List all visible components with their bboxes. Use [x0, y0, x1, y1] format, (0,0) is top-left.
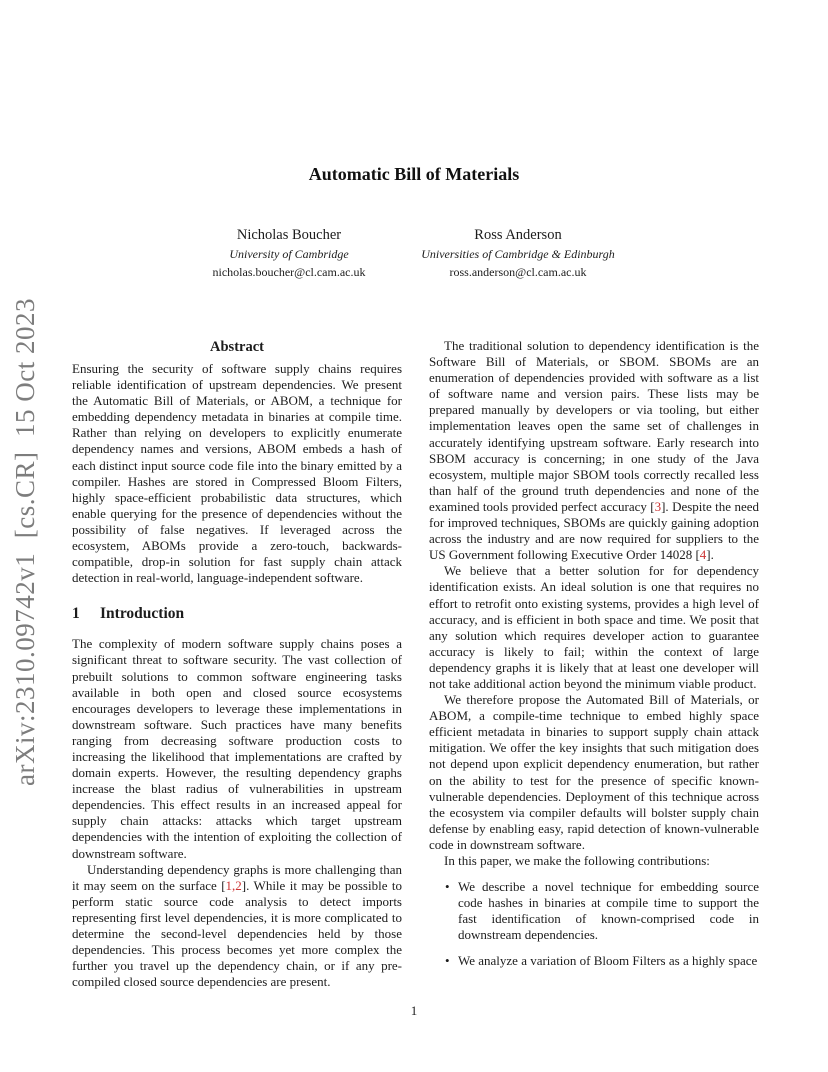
author-email: ross.anderson@cl.cam.ac.uk	[449, 265, 587, 279]
paragraph-text: ].	[706, 547, 714, 563]
contributions-lead-in: In this paper, we make the following contributions:	[444, 853, 710, 868]
author-block-2	[379, 226, 657, 281]
author-email: nicholas.boucher@cl.cam.ac.uk	[212, 265, 366, 279]
author-affiliation: Universities of Cambridge & Edinburgh	[421, 247, 615, 261]
paragraph-text: ]. While it may be possible to perform static source code analysis to detect imports representing first level dependencies, it is more complicated to determine the second-level dependencies held by those dependencies. This process becomes yet more complex the further you travel up the dependency chain, or if any pre-compiled closed source dependencies are present.	[72, 877, 402, 990]
citation-link-4[interactable]: 4	[699, 547, 707, 563]
contribution-text: We analyze a variation of Bloom Filters as a highly space	[458, 953, 758, 969]
author-name: Nicholas Boucher	[236, 227, 342, 243]
abom-proposal-paragraph: We therefore propose the Automated Bill of Materials, or ABOM, a compile-time technique to embed highly space efficient metadata in binaries to support supply chain attack mitigation. We offer the key insights that such mitigation does not depend upon explicit dependency enumeration, but rather on the ability to test for the presence of specific known-vulnerable dependencies. Deployment of this technique across the ecosystem via compiler defaults will bolster supply chain defense by enabling easy, rapid detection of known-vulnerable code in downstream software.	[429, 692, 759, 852]
intro-paragraph-1: The complexity of modern software supply chains poses a significant threat to software security. The vast collection of prebuilt solutions to common software engineering tasks available in both open and closed source ecosystems encourages developers to leverage these implementations in downstream software. Such practices have many benefits ranging from decreasing software production costs to increasing the likelihood that implementations are crafted by domain experts. However, the resulting dependency graphs increase the blast radius of vulnerabilities in upstream dependencies. This effect results in an increased appeal for supply chain attacks: attacks which target upstream dependencies with the intention of exploiting the collection of downstream software.	[72, 636, 402, 861]
page-number: 1	[410, 1003, 418, 1018]
left-column	[72, 338, 402, 990]
better-solution-paragraph: We believe that a better solution for for dependency identification exists. An ideal solution is one that requires no effort to retrofit onto existing systems, provides a high level of accuracy, and is efficient in both space and time. We posit that any solution which requires developer action to guarantee accuracy is likely to fail; within the context of large dependency graphs it is likely that at least one developer will not take additional action beyond the minimum viable product.	[429, 563, 759, 691]
right-column	[429, 338, 759, 970]
citation-link-3[interactable]: 3	[654, 498, 662, 514]
bullet-icon: •	[445, 953, 450, 969]
author-name: Ross Anderson	[474, 227, 562, 243]
citation-link-1-2[interactable]: 1,2	[225, 877, 242, 893]
author-affiliation: University of Cambridge	[229, 247, 349, 261]
intro-paragraph-2	[72, 862, 402, 991]
paragraph-text: Understanding dependency graphs is more challenging than it may seem on the surface [	[72, 861, 402, 893]
section-heading-introduction	[72, 604, 402, 623]
section-title: Introduction	[100, 605, 185, 623]
abstract-heading: Abstract	[210, 339, 264, 355]
bullet-icon: •	[445, 879, 450, 895]
contribution-item-1	[429, 879, 759, 943]
sbom-paragraph	[429, 338, 759, 563]
paragraph-text: The traditional solution to dependency identification is the Software Bill of Materials, or SBOM. SBOMs are an enumeration of dependencies provided with software as a list of software name and version pairs. These lists may be prepared manually by developers or via tooling, but either implementation leaves open the same set of challenges in accurately identifying upstream software. Early research into SBOM accuracy is concerning; in one study of the Java ecosystem, multiple major SBOM tools correctly recalled less than half of the ground truth dependencies and none of the examined tools provided perfect accuracy [	[429, 338, 759, 514]
abstract-text: Ensuring the security of software supply chains requires reliable identification of upstream dependencies. We present the Automatic Bill of Materials, or ABOM, a technique for embedding dependency metadata in binaries at compile time. Rather than relying on developers to explicitly enumerate dependency names and versions, ABOM embeds a hash of each distinct input source code file into the binary emitted by a compiler. Hashes are stored in Compressed Bloom Filters, highly space-efficient probabilistic data structures, which enable querying for the presence of dependencies without the possibility of false negatives. If leveraged across the ecosystem, ABOMs provide a zero-touch, backwards-compatible, drop-in solution for fast supply chain attack detection in real-world, language-independent software.	[72, 361, 402, 586]
contribution-item-2	[429, 953, 759, 969]
arxiv-watermark: arXiv:2310.09742v1 [cs.CR] 15 Oct 2023	[10, 298, 40, 786]
section-number: 1	[72, 605, 80, 623]
contribution-text: We describe a novel technique for embedding source code hashes in binaries at compile time to support the fast identification of known-comprised code in downstream dependencies.	[458, 879, 759, 943]
paper-title: Automatic Bill of Materials	[308, 164, 520, 184]
paragraph-text: ]. Despite the need for improved techniques, SBOMs are quickly gaining adoption across the industry and are now required for suppliers to the US Government following Executive Order 14028 [	[429, 498, 759, 563]
